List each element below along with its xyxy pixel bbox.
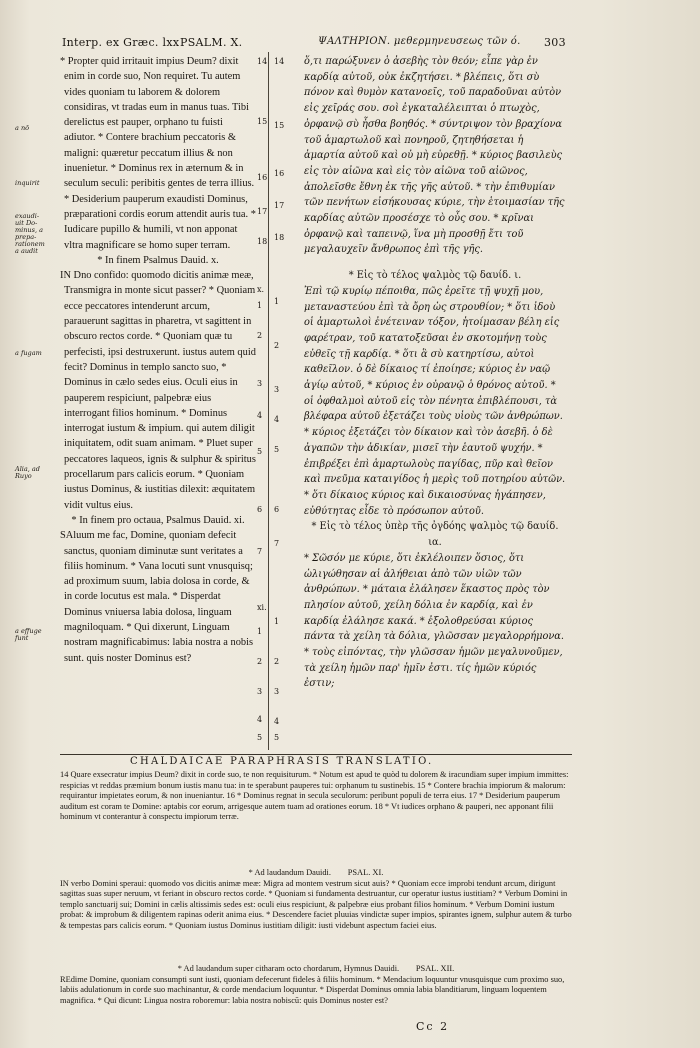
- greek-paragraph: Ἐπὶ τῷ κυρίῳ πέποιθα, πῶς ἐρεῖτε τῇ ψυχῇ μου, μεταναστεύου ἐπὶ τὰ ὄρη ὡς στρουθίον; * ὅτι ἰδοὺ οἱ ἁμαρτωλοὶ ἐνέτειναν τόξον, ἡτοίμασαν βέλη εἰς φαρέτραν, τοῦ κατατοξεῦσαι ἐν σκοτομήνῃ τοὺς εὐθεῖς τῇ καρδίᾳ. * ὅτι ἃ σὺ κατηρτίσω, αὐτοὶ καθεῖλον. ὁ δὲ δίκαιος τί ἐποίησε; κύριος ἐν ναῷ ἁγίῳ αὐτοῦ, * κύριος ἐν οὐρανῷ ὁ θρόνος αὐτοῦ. * οἱ ὀφθαλμοὶ αὐτοῦ εἰς τὸν πένητα ἐπιβλέπουσι, τὰ βλέφαρα αὐτοῦ ἐξετάζει τοὺς υἱοὺς τῶν ἀνθρώπων. * κύριος ἐξετάζει τὸν δίκαιον καὶ τὸν ἀσεβῆ. ὁ δὲ ἀγαπῶν τὴν ἀδικίαν, μισεῖ τὴν ἑαυτοῦ ψυχήν. * ἐπιβρέξει ἐπὶ ἁμαρτωλοὺς παγίδας, πῦρ καὶ θεῖον καὶ πνεῦμα καταιγίδος ἡ μερὶς τοῦ ποτηρίου αὐτῶν. * ὅτι δίκαιος κύριος καὶ δικαιοσύνας ἠγάπησεν, εὐθύτητας εἶδε τὸ πρόσωπον αὐτοῦ.: [304, 285, 566, 517]
- verse-number: 2: [274, 657, 280, 666]
- greek-paragraph: ὅ,τι παρώξυνεν ὁ ἀσεβὴς τὸν θεόν; εἶπε γὰρ ἐν καρδίᾳ αὐτοῦ, οὐκ ἐκζητήσει. * βλέπεις, ὅτι σὺ πόνον καὶ θυμὸν κατανοεῖς, τοῦ παραδοῦναι αὐτὸν εἰς χεῖράς σου. σοὶ ἐγκαταλέλειπται ὁ πτωχὸς, ὀρφανῷ σὺ ἦσθα βοηθός. * σύντριψον τὸν βραχίονα τοῦ ἁμαρτωλοῦ καὶ πονηροῦ, ζητηθήσεται ἡ ἁμαρτία αὐτοῦ καὶ οὐ μὴ εὑρεθῇ. * κύριος βασιλεὺς εἰς τὸν αἰῶνα καὶ εἰς τὸν αἰῶνα τοῦ αἰῶνος, ἀπολεῖσθε ἔθνη ἐκ τῆς γῆς αὐτοῦ. * τὴν ἐπιθυμίαν τῶν πενήτων εἰσήκουσας κύριε, τὴν ἑτοιμασίαν τῆς καρδίας αὐτῶν προσέσχε τὸ οὖς σου. * κρῖναι ὀρφανῷ καὶ ταπεινῷ, ἵνα μὴ προσθῇ ἔτι τοῦ μεγαλαυχεῖν ἄνθρωπος ἐπὶ τῆς γῆς.: [304, 56, 565, 256]
- running-head-greek: ΨΑΛΤΗΡΙΟΝ. μεθερμηνευσεως τῶν ό.: [318, 36, 521, 47]
- chaldaic-block-2: [60, 868, 572, 932]
- margin-note: a fugam: [15, 349, 42, 357]
- verse-number: 18: [257, 237, 268, 246]
- verse-number: 5: [274, 733, 280, 742]
- verse-number: 6: [257, 505, 263, 514]
- latin-column: [60, 54, 256, 666]
- running-head-center: PSALM. X.: [180, 36, 243, 49]
- verse-number: 1: [274, 617, 280, 626]
- verse-number: 17: [257, 207, 268, 216]
- verse-number: 1: [274, 297, 280, 306]
- psalm-title: * In finem pro octaua, Psalmus Dauid. xi.: [71, 514, 245, 526]
- verse-number: 5: [257, 447, 263, 456]
- latin-paragraph: IN Dno confido: quomodo dicitis animæ meæ, Transmigra in monte sicut passer? * Quoniam ecce peccatores intenderunt arcum, parauerunt sagittas in pharetra, vt sagittent in obscuro rectos corde. * Quoniam quæ tu perfecisti, ipsi destruxerunt. iustus autem quid fecit? Dominus in templo sancto suo, * Dominus in cælo sedes eius. Oculi eius in pauperem respiciunt, palpebræ eius interrogant filios hominum. * Dominus interrogat iustum & impium. qui autem diligit iniquitatem, odit suam animam. * Pluet super peccatores laqueos, ignis & sulphur & spiritus procellarum pars calicis eorum. * Quoniam iustus Dominus, & iustitias dilexit: æquitatem vidit vultus eius.: [60, 270, 256, 511]
- verse-number: 1: [257, 301, 263, 310]
- verse-number: 14: [274, 57, 285, 66]
- signature-mark: Cc 2: [416, 1020, 450, 1033]
- chaldaic-psalm-number: PSAL. XI.: [347, 868, 384, 877]
- verse-number: 5: [257, 733, 263, 742]
- margin-note: a effuge funt: [15, 627, 42, 642]
- chaldaic-subtitle-row: [60, 868, 572, 879]
- chaldaic-subtitle: * Ad laudandum Dauidi.: [248, 868, 331, 877]
- page-number: 303: [544, 36, 566, 49]
- verse-number: xi.: [257, 603, 267, 612]
- latin-paragraph: * Propter quid irritauit impius Deum? dixit enim in corde suo, Non requiret. Tu autem vides quoniam tu laborem & dolorem considiras, vt tradas eum in manus tuas. Tibi derelictus est pauper, orphano tu fuisti adiutor. * Contere brachium peccatoris & maligni: quæretur peccatum illius & non inuenietur. * Dominus rex in æternum & in seculum seculi: peribitis gentes de terra illius. * Desiderium pauperum exaudisti Dominus, præparationi cordis eorum attendit auris tua. * Iudicare pupillo & humili, vt non apponat vltra magnificare se homo super terram.: [60, 56, 256, 251]
- verse-number: 15: [257, 117, 268, 126]
- column-divider: [268, 52, 269, 750]
- verse-number: 2: [274, 341, 280, 350]
- verse-number: 3: [257, 687, 263, 696]
- verse-number: x.: [257, 285, 265, 294]
- greek-paragraph: * Σῶσόν με κύριε, ὅτι ἐκλέλοιπεν ὅσιος, ὅτι ὠλιγώθησαν αἱ ἀλήθειαι ἀπὸ τῶν υἱῶν τῶν ἀνθρώπων. * μάταια ἐλάλησεν ἕκαστος πρὸς τὸν πλησίον αὐτοῦ, χείλη δόλια ἐν καρδίᾳ, καὶ ἐν καρδίᾳ ἐλάλησε κακά. * ἐξολοθρεύσαι κύριος πάντα τὰ χείλη τὰ δόλια, γλῶσσαν μεγαλορρήμονα. * τοὺς εἰπόντας, τὴν γλῶσσαν ἡμῶν μεγαλυνοῦμεν, τὰ χείλη ἡμῶν παρ' ἡμῖν ἐστι. τίς ἡμῶν κύριός ἐστιν;: [304, 552, 565, 690]
- latin-paragraph: SAluum me fac, Domine, quoniam defecit sanctus, quoniam diminutæ sunt veritates a filiis hominum. * Vana locuti sunt vnusquisq; ad proximum suum, labia dolosa in corde, & in corde locutus est mala. * Disperdat Dominus vniuersa labia dolosa, linguam magniloquam. * Qui dixerunt, Linguam nostram magnificabimus: labia nostra a nobis sunt. quis noster Dominus est?: [60, 530, 254, 664]
- verse-number: 4: [274, 717, 280, 726]
- chaldaic-paragraph: 14 Quare exsecratur impius Deum? dixit in corde suo, te non requisiturum. * Notum est apud te quòd tu dolorem & iracundiam super impium immittes: respicias vt reddas præmium bonum iustis manu tua: in te sperabunt pauperes tui: orphanum tu sustinebis. 15 * Contere brachia impiorum & malorum: requirantur impietates eorum, & non inueniantur. 16 * Dominus regnat in secula seculorum: peribunt populi de terra eius. 17 * Desiderium pauperum auditum est coram te Domine: aptabis cor eorum, arrigesque autem tuam ad orationes eorum. 18 * Vt iudices orphano & pauperi, nec apponant filii hominum vt conterantur à conspectu impiorum terræ.: [60, 770, 569, 822]
- verse-number: 3: [274, 687, 280, 696]
- verse-number: 2: [257, 331, 263, 340]
- greek-column: [304, 54, 566, 692]
- verse-number: 4: [274, 415, 280, 424]
- verse-number: 18: [274, 233, 285, 242]
- margin-note: inquirit: [15, 179, 40, 187]
- verse-number: 7: [257, 547, 263, 556]
- chaldaic-psalm-number: PSAL. XII.: [415, 964, 455, 973]
- chaldaic-subtitle-row: [60, 964, 572, 975]
- chaldaic-subtitle: * Ad laudandum super citharam octo chordarum, Hymnus Dauidi.: [177, 964, 400, 973]
- margin-note: Alia, ad Ruyo: [15, 465, 40, 480]
- verse-number: 7: [274, 539, 280, 548]
- chaldaic-title: CHALDAICAE PARAPHRASIS TRANSLATIO.: [130, 756, 434, 767]
- verse-number: 3: [274, 385, 280, 394]
- chaldaic-paragraph: IN verbo Domini speraui: quomodo vos dicitis animæ meæ: Migra ad montem vestrum sicut auis? * Quoniam ecce improbi tendunt arcum, dirigunt sagittas suas super neruum, vt feriant in obscuro rectos corde. * Quoniam si fundamenta destruantur, cur operatur iustus iustitiam? * Verbum Domini in templo sanctuarij sui; Domini in cælis altissimis sedes est: oculi eius respiciunt, & palpebræ eius probant filios hominum. * Verbum Domini iustum probat: & improbum & diligentem rapinas oderit anima eius. * Descendere faciet pluuias vindictæ super impios, spirantes ignem, sulphur autem & turbo & tempestas pars calicis eorum. * Quoniam iustus Dominus iustitiam diligit: iusti videbunt aspectum faciei eius.: [60, 878, 572, 930]
- verse-number: 4: [257, 715, 263, 724]
- chaldaic-block-3: [60, 964, 572, 1006]
- psalm-title: * Εἰς τὸ τέλος ὑπὲρ τῆς ὀγδόης ψαλμὸς τῷ δαυίδ. ια.: [311, 521, 559, 549]
- verse-number: 14: [257, 57, 268, 66]
- verse-number: 6: [274, 505, 280, 514]
- verse-number: 5: [274, 445, 280, 454]
- verse-number: 2: [257, 657, 263, 666]
- psalm-title: * Εἰς τὸ τέλος ψαλμὸς τῷ δαυίδ. ι.: [348, 270, 522, 282]
- margin-note: exaudi- uit Do- minus, a prepa- rationem a audit: [15, 212, 45, 255]
- verse-number: 16: [274, 169, 285, 178]
- chaldaic-paragraph: REdime Domine, quoniam consumpti sunt iusti, quoniam defecerunt fideles à filiis hominum. * Mendacium loquuntur vnusquisque cum proximo suo, labiis adulationum in corde suo machinantur, & corde mendacium loquuntur. * Disperdat Dominus omnia labia blanditiarum, linguam loquentem magnifica. * Qui dicunt: Lingua nostra roboremur: labia nostra nobiscū: quis Dominus noster est?: [60, 974, 565, 1005]
- verse-number: 1: [257, 627, 263, 636]
- verse-number: 3: [257, 379, 263, 388]
- running-head-left: Interp. ex Græc. lxx: [62, 36, 180, 49]
- margin-note: a nō: [15, 124, 30, 132]
- chaldaic-block-1: [60, 770, 572, 823]
- section-rule: [60, 754, 572, 755]
- verse-number: 16: [257, 173, 268, 182]
- verse-number: 4: [257, 411, 263, 420]
- verse-number: 17: [274, 201, 285, 210]
- verse-number: 15: [274, 121, 285, 130]
- psalm-title: * In finem Psalmus Dauid. x.: [97, 254, 219, 266]
